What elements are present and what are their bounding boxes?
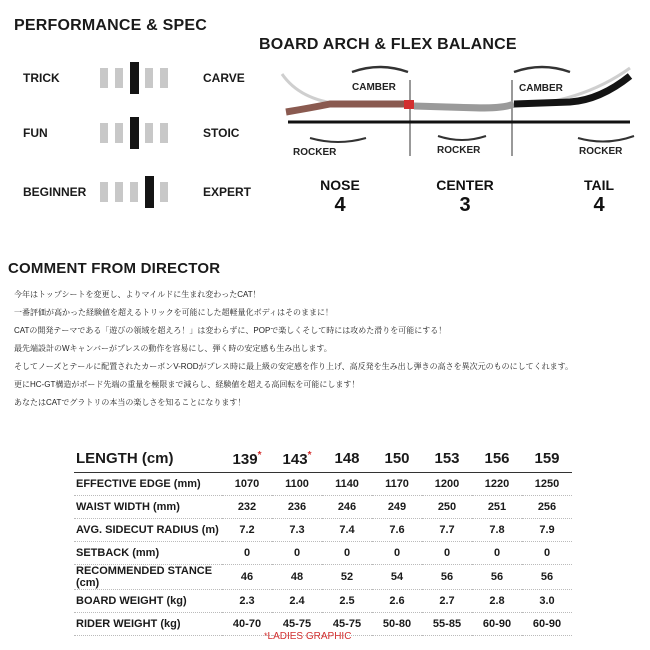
ladies-star: * [257,449,262,461]
spec-value-cell: 0 [272,541,322,564]
camber-label-tail: CAMBER [519,83,563,94]
spec-length-cell [222,446,272,472]
rocker-label-nose: ROCKER [293,147,337,158]
spec-length-cell [522,446,572,472]
comment-line: 最先端設計のWキャンバーがプレスの動作を容易にし、弾く時の安定感も生み出します。 [14,344,332,353]
spec-value-cell: 0 [472,541,522,564]
scale-marker [100,123,108,143]
spec-value-cell: 48 [272,564,322,589]
rocker-arc-nose [310,138,366,142]
spec-row-label: AVG. SIDECUT RADIUS (m) [74,518,222,541]
spec-value-cell: 0 [522,541,572,564]
performance-left-label: BEGINNER [23,185,87,199]
spec-row [74,541,572,564]
spec-value-cell: 60-90 [472,612,522,635]
spec-value-cell: 3.0 [522,589,572,612]
scale-marker [130,182,138,202]
performance-title: PERFORMANCE & SPEC [14,17,207,34]
length-value: 148 [334,450,360,468]
comment-line: 今年はトップシートを変更し、よりマイルドに生まれ変わったCAT！ [14,290,261,299]
spec-value-cell: 55-85 [422,612,472,635]
performance-row [0,117,260,149]
spec-value-cell: 246 [322,495,372,518]
spec-value-cell: 2.3 [222,589,272,612]
spec-row-label: EFFECTIVE EDGE (mm) [74,472,222,495]
scale-marker-active [145,176,154,208]
spec-value-cell: 40-70 [222,612,272,635]
spec-value-cell: 0 [222,541,272,564]
spec-value-cell: 7.6 [372,518,422,541]
spec-value-cell: 232 [222,495,272,518]
spec-value-cell: 56 [422,564,472,589]
length-value: 153 [434,450,460,468]
spec-row [74,495,572,518]
performance-row [0,176,260,208]
spec-value-cell: 1220 [472,472,522,495]
spec-row-label: WAIST WIDTH (mm) [74,495,222,518]
spec-value-cell: 249 [372,495,422,518]
spec-value-cell: 7.3 [272,518,322,541]
scale-marker [145,68,153,88]
scale-marker [115,182,123,202]
zone-nose [300,177,380,217]
rocker-label-center: ROCKER [437,145,481,156]
comment-line: 更にHC-GT構造がボード先端の重量を極限まで減らし、経験値を超える高回転を可能にします！ [14,380,360,389]
ladies-footnote [264,631,351,642]
performance-right-label: EXPERT [203,185,252,199]
length-value: 139 [232,450,258,468]
zone-nose-name: NOSE [320,177,360,193]
spec-value-cell: 45-75 [272,612,322,635]
spec-row-label: BOARD WEIGHT (kg) [74,589,222,612]
spec-value-cell: 0 [372,541,422,564]
zone-tail [559,177,639,217]
scale-marker-active [130,117,139,149]
spec-value-cell: 2.5 [322,589,372,612]
center-section [414,104,514,108]
spec-value-cell: 250 [422,495,472,518]
spec-value-cell: 56 [472,564,522,589]
length-value: 150 [384,450,410,468]
spec-value-cell: 1170 [372,472,422,495]
performance-row [0,62,260,94]
spec-table [74,446,572,636]
spec-value-cell: 7.4 [322,518,372,541]
spec-value-cell: 50-80 [372,612,422,635]
performance-right-label: STOIC [203,126,240,140]
rocker-arc-tail [578,136,634,142]
nose-section [286,104,410,112]
rocker-arc-center [438,136,486,140]
spec-value-cell: 1250 [522,472,572,495]
performance-right-label: CARVE [203,71,245,85]
spec-row [74,589,572,612]
spec-row [74,564,572,589]
spec-value-cell: 7.9 [522,518,572,541]
spec-value-cell: 2.8 [472,589,522,612]
zone-nose-value: 4 [334,194,346,216]
spec-header-row [74,446,572,472]
spec-value-cell: 1140 [322,472,372,495]
zone-tail-value: 4 [593,194,605,216]
comment-title: COMMENT FROM DIRECTOR [8,260,221,277]
spec-value-cell: 56 [522,564,572,589]
zone-center-name: CENTER [436,177,494,193]
spec-length-cell [472,446,522,472]
rocker-label-tail: ROCKER [579,146,623,157]
comment-line: そしてノーズとテールに配置されたカーボンV-RODがプレス時に最上級の安定感を作り上げ、高反発を生み出し弾きの高さを異次元のものにしてくれます。 [14,362,574,371]
spec-value-cell: 2.6 [372,589,422,612]
spec-value-cell: 256 [522,495,572,518]
spec-value-cell: 0 [422,541,472,564]
scale-marker [100,182,108,202]
ladies-star: * [307,449,312,461]
length-value: 159 [534,450,560,468]
performance-scale [100,62,184,94]
spec-row [74,472,572,495]
camber-arc-tail [514,67,570,72]
performance-scale [100,176,184,208]
comment-line: 一番評価が高かった経験値を超えるトリックを可能にした超軽量化ボディはそのままに！ [14,308,334,317]
spec-value-cell: 1070 [222,472,272,495]
scale-marker [160,182,168,202]
spec-length-cell [272,446,322,472]
scale-marker [160,68,168,88]
spec-row-label: SETBACK (mm) [74,541,222,564]
zone-center [420,177,510,217]
arch-title: BOARD ARCH & FLEX BALANCE [259,36,517,53]
footnote-star: * [264,631,268,641]
spec-row [74,518,572,541]
scale-marker-active [130,62,139,94]
spec-value-cell: 7.7 [422,518,472,541]
spec-row-label: RECOMMENDED STANCE (cm) [74,564,222,589]
performance-scale [100,117,184,149]
spec-length-cell [322,446,372,472]
spec-value-cell: 45-75 [322,612,372,635]
spec-value-cell: 0 [322,541,372,564]
spec-value-cell: 236 [272,495,322,518]
comment-line: あなたはCATでグラトリの本当の楽しさを知ることになります！ [14,398,246,407]
length-value: 143 [282,450,308,468]
spec-value-cell: 251 [472,495,522,518]
zone-tail-name: TAIL [583,177,615,193]
scale-marker [115,68,123,88]
spec-value-cell: 60-90 [522,612,572,635]
scale-marker [160,123,168,143]
spec-value-cell: 54 [372,564,422,589]
performance-left-label: FUN [23,126,48,140]
spec-value-cell: 2.4 [272,589,322,612]
camber-arc-nose [352,67,408,72]
spec-header-label: LENGTH (cm) [74,446,222,472]
footnote-text: LADIES GRAPHIC [267,631,352,642]
spec-row-label: RIDER WEIGHT (kg) [74,612,222,635]
length-value: 156 [484,450,510,468]
spec-value-cell: 1100 [272,472,322,495]
spec-value-cell: 2.7 [422,589,472,612]
spec-length-cell [422,446,472,472]
spec-value-cell: 1200 [422,472,472,495]
nose-joint [404,100,414,109]
scale-marker [145,123,153,143]
spec-length-cell [372,446,422,472]
spec-value-cell: 7.2 [222,518,272,541]
comment-line: CATの開発テーマである「遊びの領域を超えろ！」は変わらずに、POPで楽しくそして時には攻めた滑りを可能にする！ [14,326,447,335]
spec-value-cell: 7.8 [472,518,522,541]
spec-value-cell: 46 [222,564,272,589]
scale-marker [115,123,123,143]
spec-value-cell: 52 [322,564,372,589]
camber-label-nose: CAMBER [352,82,396,93]
scale-marker [100,68,108,88]
performance-left-label: TRICK [23,71,60,85]
zone-center-value: 3 [459,194,471,216]
